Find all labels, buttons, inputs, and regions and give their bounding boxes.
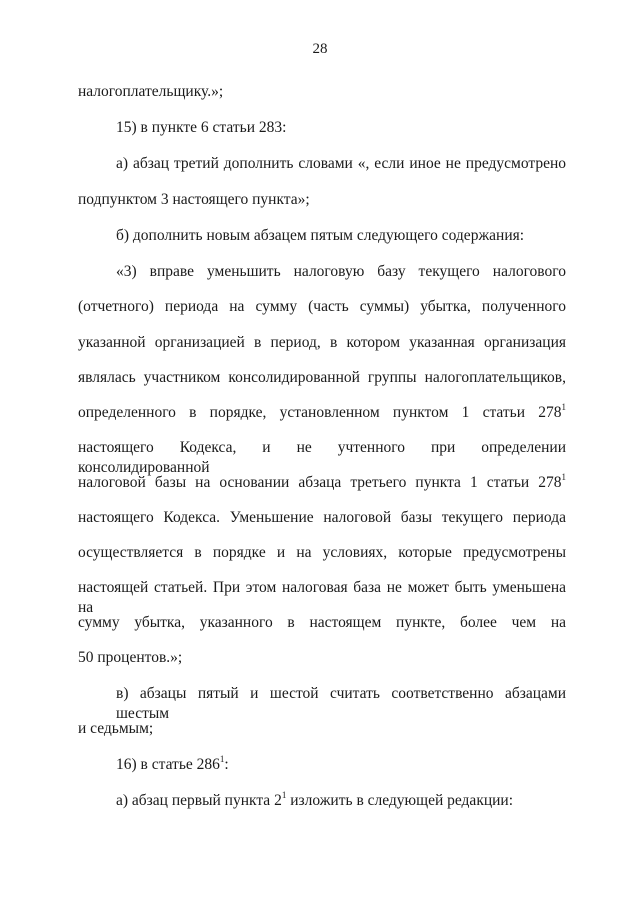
text-fragment: 16) в статье 286 <box>116 756 220 773</box>
text-line: б) дополнить новым абзацем пятым следующего содержания: <box>116 227 525 244</box>
text-line <box>78 403 566 423</box>
text-fragment: определенного в порядке, установленном пунктом 1 статьи 278 <box>78 404 562 421</box>
text-line: сумму убытка, указанного в настоящем пункте, более чем на <box>78 614 566 631</box>
superscript: 1 <box>219 754 225 764</box>
text-line <box>78 473 566 493</box>
superscript: 1 <box>561 472 566 482</box>
text-line <box>116 791 566 811</box>
text-line: осуществляется в порядке и на условиях, которые предусмотрены <box>78 544 566 561</box>
text-line: а) абзац третий дополнить словами «, если иное не предусмотрено <box>116 155 566 172</box>
text-line: настоящей статьей. При этом налоговая база не может быть уменьшена на <box>78 579 566 616</box>
text-line: «3) вправе уменьшить налоговую базу текущего налогового <box>116 263 566 280</box>
text-fragment: : <box>224 756 229 773</box>
text-line: 50 процентов.»; <box>78 649 183 666</box>
superscript: 1 <box>561 402 566 412</box>
text-fragment: изложить в следующей редакции: <box>286 792 514 809</box>
text-line: 15) в пункте 6 статьи 283: <box>116 119 287 136</box>
text-line: и седьмым; <box>78 720 154 737</box>
page-number: 28 <box>312 41 328 57</box>
text-line: настоящего Кодекса, и не учтенного при определении консолидированной <box>78 439 566 476</box>
text-line: являлась участником консолидированной группы налогоплательщиков, <box>78 369 566 386</box>
text-line <box>116 755 566 775</box>
text-line: подпунктом 3 настоящего пункта»; <box>78 191 310 208</box>
text-line: указанной организацией в период, в котором указанная организация <box>78 334 566 351</box>
text-line: (отчетного) периода на сумму (часть суммы) убытка, полученного <box>78 298 566 315</box>
text-fragment: а) абзац первый пункта 2 <box>116 792 282 809</box>
text-fragment: налоговой базы на основании абзаца третьего пункта 1 статьи 278 <box>78 474 562 491</box>
superscript: 1 <box>281 790 287 800</box>
text-line: настоящего Кодекса. Уменьшение налоговой базы текущего периода <box>78 509 566 526</box>
text-line: налогоплательщику.»; <box>78 83 224 100</box>
text-line: в) абзацы пятый и шестой считать соответственно абзацами шестым <box>116 685 566 722</box>
